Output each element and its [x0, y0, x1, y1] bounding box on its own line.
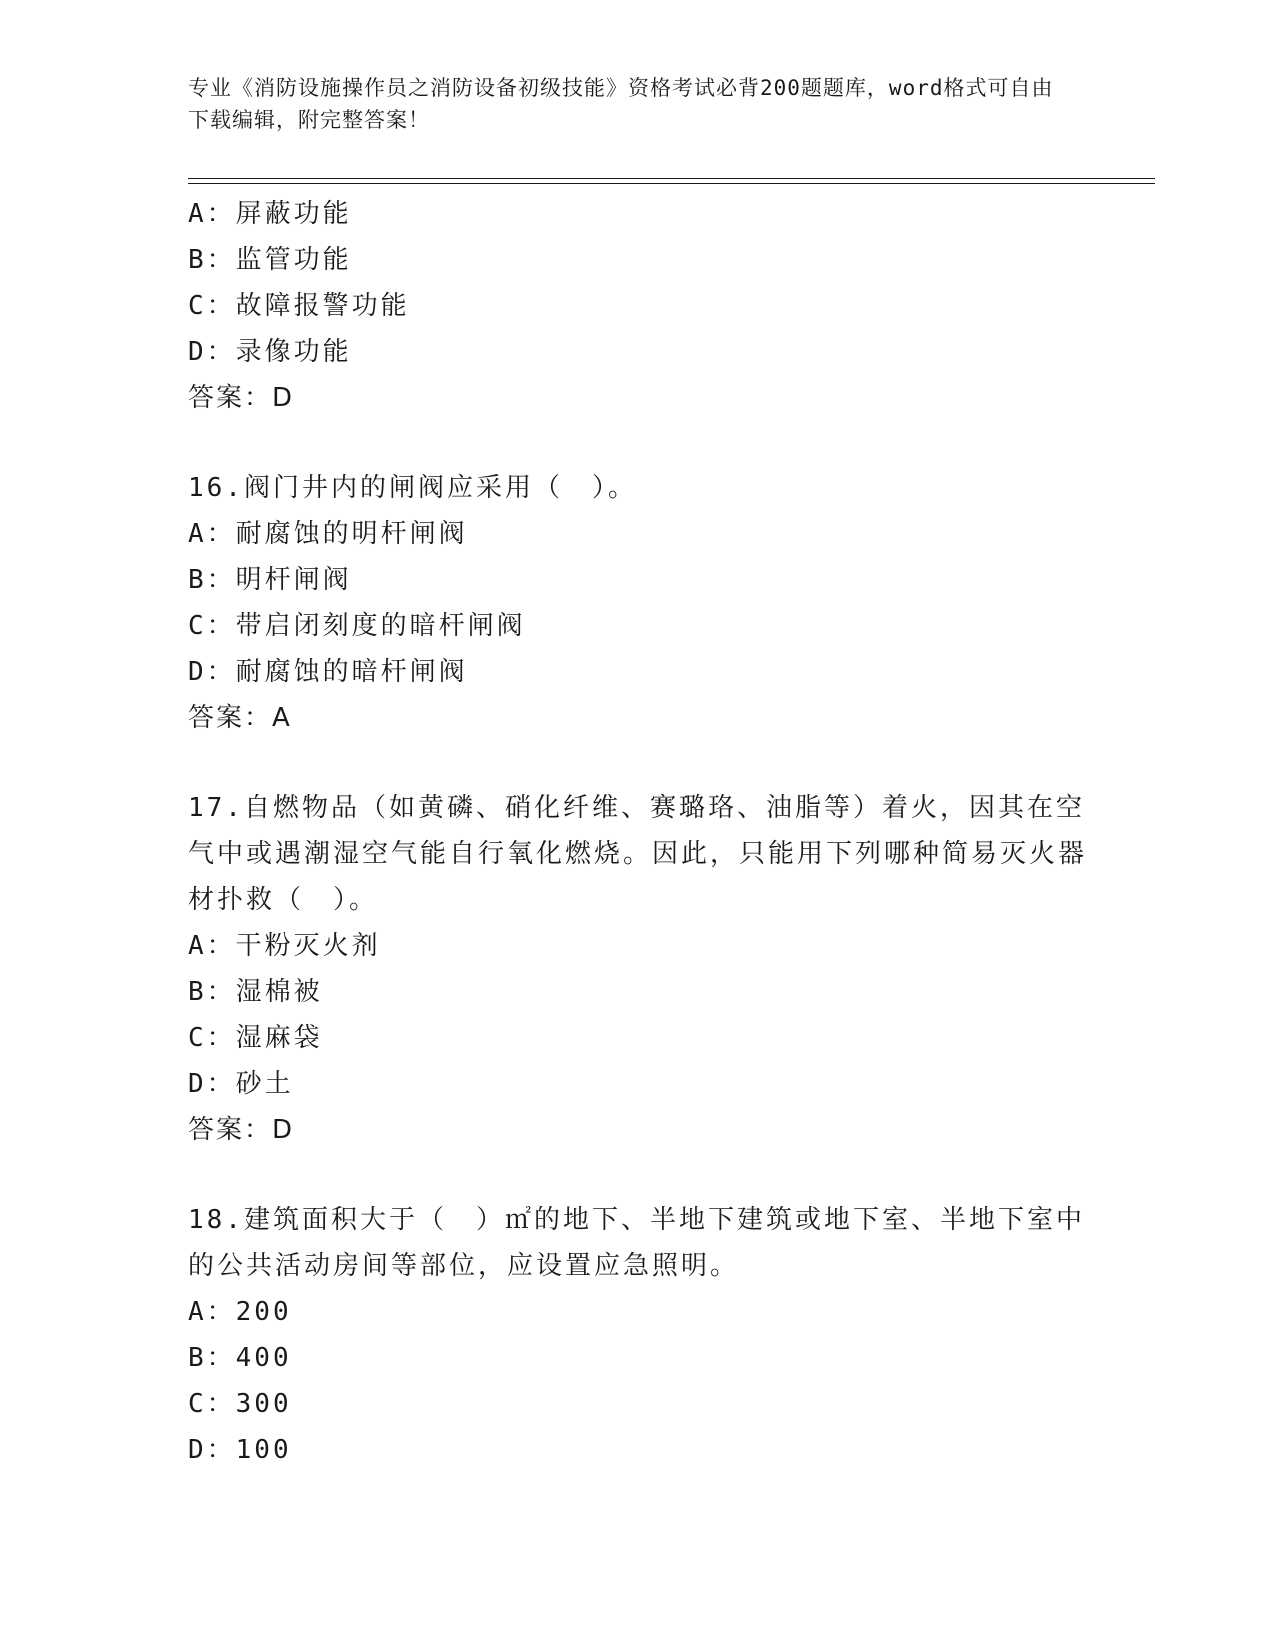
document-header: 专业《消防设施操作员之消防设备初级技能》资格考试必背200题题库，word格式可自由下载编辑，附完整答案！ [188, 76, 1054, 132]
option-c: C：湿麻袋 [188, 1023, 323, 1053]
option-b: B：湿棉被 [188, 977, 323, 1007]
header-divider-bottom [188, 183, 1155, 184]
option-c: C：带启闭刻度的暗杆闸阀 [188, 611, 526, 641]
answer: 答案：A [188, 703, 292, 733]
question-list [188, 191, 1088, 1473]
option-d: D：100 [188, 1435, 292, 1465]
option-a: A：屏蔽功能 [188, 199, 352, 229]
option-c: C：故障报警功能 [188, 291, 410, 321]
option-b: B：明杆闸阀 [188, 565, 352, 595]
question-16 [188, 465, 1088, 741]
option-b: B：监管功能 [188, 245, 352, 275]
answer: 答案：D [188, 383, 295, 413]
option-a: A：200 [188, 1297, 292, 1327]
option-a: A：干粉灭火剂 [188, 931, 381, 961]
question-text: 17.自燃物品（如黄磷、硝化纤维、赛璐珞、油脂等）着火，因其在空气中或遇潮湿空气能自行氧化燃烧。因此，只能用下列哪种简易灭火器材扑救（ ）。 [188, 793, 1088, 915]
question-text: 16.阀门井内的闸阀应采用（ ）。 [188, 473, 637, 503]
question-text: 18.建筑面积大于（ ）㎡的地下、半地下建筑或地下室、半地下室中的公共活动房间等部位，应设置应急照明。 [188, 1205, 1085, 1281]
option-d: D：耐腐蚀的暗杆闸阀 [188, 657, 468, 687]
option-b: B：400 [188, 1343, 292, 1373]
question-17 [188, 785, 1088, 1153]
option-a: A：耐腐蚀的明杆闸阀 [188, 519, 468, 549]
option-d: D：砂土 [188, 1069, 294, 1099]
answer: 答案：D [188, 1115, 295, 1145]
header-divider-top [188, 178, 1155, 179]
question-15 [188, 191, 1088, 421]
question-18 [188, 1197, 1088, 1473]
option-d: D：录像功能 [188, 337, 352, 367]
option-c: C：300 [188, 1389, 292, 1419]
